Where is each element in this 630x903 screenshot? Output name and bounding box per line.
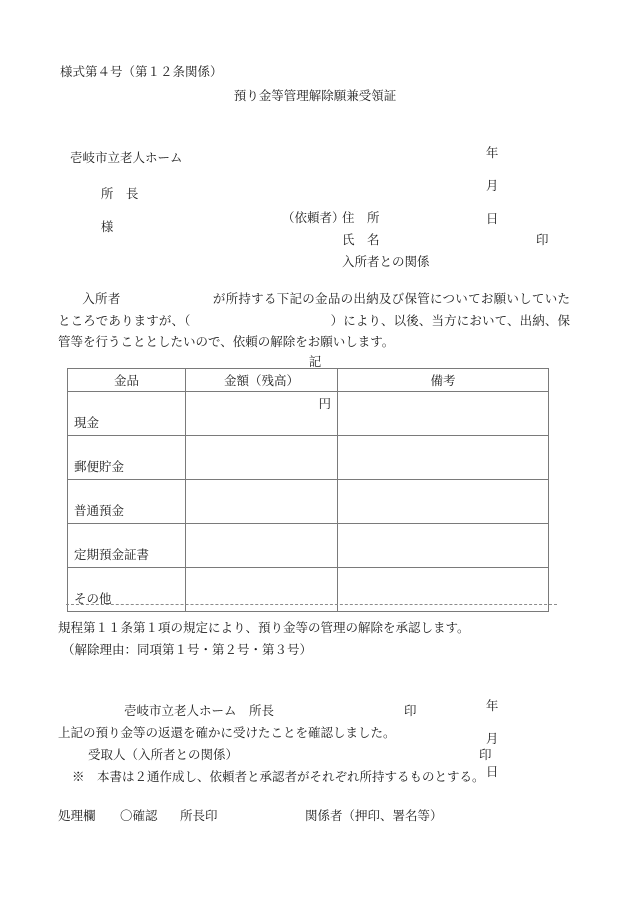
date-year-label: 年 (485, 145, 499, 160)
goods-table (67, 368, 549, 612)
column-header-amount: 金額（残高） (186, 369, 338, 392)
cell-item: 定期預金証書 (68, 524, 186, 568)
date-year-label: 年 (485, 698, 499, 713)
addressee-role-line (85, 169, 185, 250)
addressee-organization: 壱岐市立老人ホーム (70, 150, 183, 165)
approver-seal-mark: 印 (404, 703, 417, 718)
addressee-honorific: 様 (100, 219, 114, 234)
requester-name-label: 氏 名 (342, 232, 380, 247)
cell-item: その他 (68, 568, 186, 612)
table-row (68, 480, 549, 524)
cell-amount[interactable]: 円 (186, 392, 338, 436)
body-lead-label: 入所者 (82, 291, 121, 306)
column-header-note: 備考 (338, 369, 549, 392)
cell-amount[interactable] (186, 524, 338, 568)
cell-note[interactable] (338, 480, 549, 524)
receipt-statement: 上記の預り金等の返還を確かに受けたことを確認しました。 (58, 725, 396, 740)
body-text-part2: ）により、以後、当方において、出納、保管等を行うこととしたいので、依頼の解除をお願いします。 (58, 312, 570, 349)
table-header-row (68, 369, 549, 392)
dashed-separator (66, 604, 557, 605)
receiver-label: 受取人（入所者との関係） (88, 747, 239, 762)
table-row (68, 392, 549, 436)
approval-reason: （解除理由：同項第１号・第２号・第３号） (62, 642, 313, 657)
cell-note[interactable] (338, 436, 549, 480)
table-row (68, 524, 549, 568)
cell-item: 普通預金 (68, 480, 186, 524)
column-header-item: 金品 (68, 369, 186, 392)
date-month-label: 月 (485, 178, 499, 193)
processing-label: 処理欄 (58, 808, 96, 823)
addressee-role-label: 所 長 (100, 186, 139, 201)
body-text-part1: が所持する下記の金品の出納及び保管についてお願いしていたところでありますが、（ (58, 291, 570, 328)
requester-relation-label: 入所者との関係 (342, 254, 430, 269)
receiver-seal-mark: 印 (479, 747, 492, 762)
requester-seal-mark: 印 (536, 232, 549, 247)
cell-amount[interactable] (186, 436, 338, 480)
cell-item: 現金 (68, 392, 186, 436)
form-number: 様式第４号（第１２条関係） (60, 64, 223, 79)
date-day-label: 日 (485, 764, 499, 779)
receipt-note: ※ 本書は２通作成し、依頼者と承認者がそれぞれ所持するものとする。 (72, 769, 485, 784)
date-line-top (470, 128, 520, 242)
approval-clause: 規程第１１条第１項の規定により、預り金等の管理の解除を承認します。 (58, 620, 470, 635)
requester-address-label: 住 所 (342, 210, 380, 225)
requester-label: （依頼者） (282, 210, 345, 225)
processing-director-seal: 所長印 (180, 808, 218, 823)
cell-amount[interactable] (186, 480, 338, 524)
date-month-label: 月 (485, 731, 499, 746)
processing-confirm-checkbox[interactable]: 〇確認 (120, 808, 158, 823)
cell-note[interactable] (338, 524, 549, 568)
document-title: 預り金等管理解除願兼受領証 (233, 88, 397, 103)
table-row (68, 436, 549, 480)
cell-item: 郵便貯金 (68, 436, 186, 480)
ki-mark: 記 (308, 354, 322, 369)
date-day-label: 日 (485, 211, 499, 226)
body-paragraph (58, 288, 570, 353)
approver-line: 壱岐市立老人ホーム 所長 (124, 703, 275, 718)
cell-note[interactable] (338, 392, 549, 436)
processing-related-parties: 関係者（押印、署名等） (305, 808, 443, 823)
